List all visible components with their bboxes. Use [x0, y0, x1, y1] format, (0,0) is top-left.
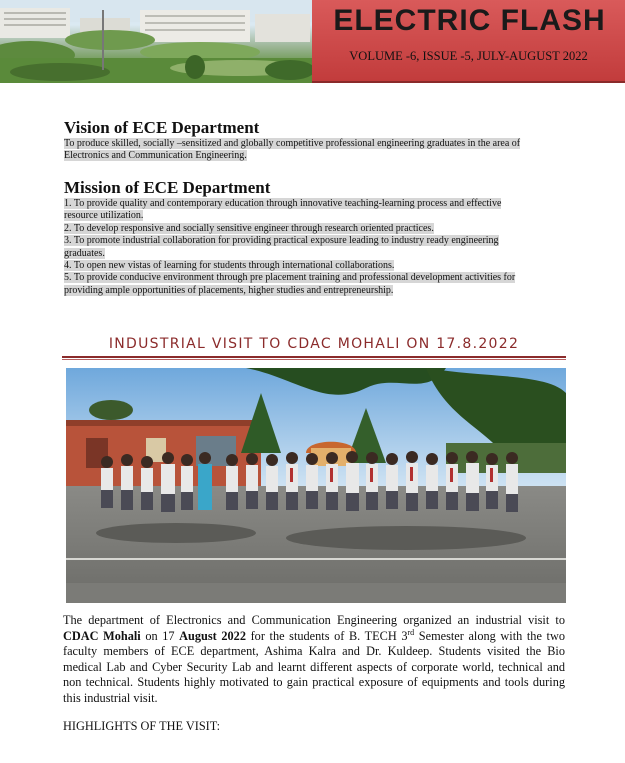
title-rule-thin — [62, 359, 566, 360]
mission-line: providing ample opportunities of placements, higher studies and entrepreneurship. — [64, 284, 394, 296]
mission-line: 3. To promote industrial collaboration for providing practical exposure leading to industry ready engineering — [64, 235, 499, 247]
ordinal-suffix: rd — [407, 627, 415, 637]
group-photo — [66, 368, 566, 603]
mission-line: 1. To provide quality and contemporary education through innovative teaching-learning process and effective — [64, 198, 502, 209]
visit-date: August 2022 — [179, 628, 246, 643]
visit-location: CDAC Mohali — [63, 628, 141, 643]
visit-title: INDUSTRIAL VISIT TO CDAC MOHALI ON 17.8.2022 — [108, 336, 520, 352]
visit-description — [63, 613, 565, 706]
mission-line: resource utilization. — [64, 210, 144, 222]
visit-text-part: on 17 — [140, 628, 180, 643]
vision-text — [64, 138, 564, 163]
mission-line: 2. To develop responsive and socially sensitive engineer through research oriented practices. — [64, 222, 434, 234]
mission-line: graduates. — [64, 247, 105, 259]
vision-line: Electronics and Communication Engineering. — [64, 150, 247, 162]
newsletter-header — [0, 0, 625, 83]
mission-line: 5. To provide conducive environment through pre placement training and professional development activities for — [64, 272, 516, 284]
mission-line: 4. To open new vistas of learning for students through international collaborations. — [64, 260, 395, 272]
newsletter-title: ELECTRIC FLASH — [333, 4, 606, 37]
highlights-heading: HIGHLIGHTS OF THE VISIT: — [63, 719, 221, 733]
title-banner — [312, 0, 625, 83]
visit-text-part: Semester along with the two faculty members of ECE department, Ashima Kalra and Dr. Kuldeep. Students visited the Bio medical Lab and Cyber Security Lab and learnt different aspects of corporate world, technical and non technical. Students highly motivated to gain practical exposure of equipments and tools during this industrial visit. — [63, 628, 565, 705]
visit-text-part: The department of Electronics and Communication Engineering organized an industrial visit to — [63, 613, 565, 627]
campus-photo — [0, 0, 312, 83]
visit-text-part: for the students of B. TECH 3 — [245, 628, 408, 643]
mission-heading: Mission of ECE Department — [64, 178, 271, 197]
vision-line: To produce skilled, socially –sensitized and globally competitive professional engineering graduates in the area of — [64, 138, 521, 149]
mission-text — [64, 198, 564, 297]
vision-heading: Vision of ECE Department — [64, 118, 260, 137]
title-rule — [62, 356, 566, 358]
issue-line: VOLUME -6, ISSUE -5, JULY-AUGUST 2022 — [349, 49, 588, 63]
